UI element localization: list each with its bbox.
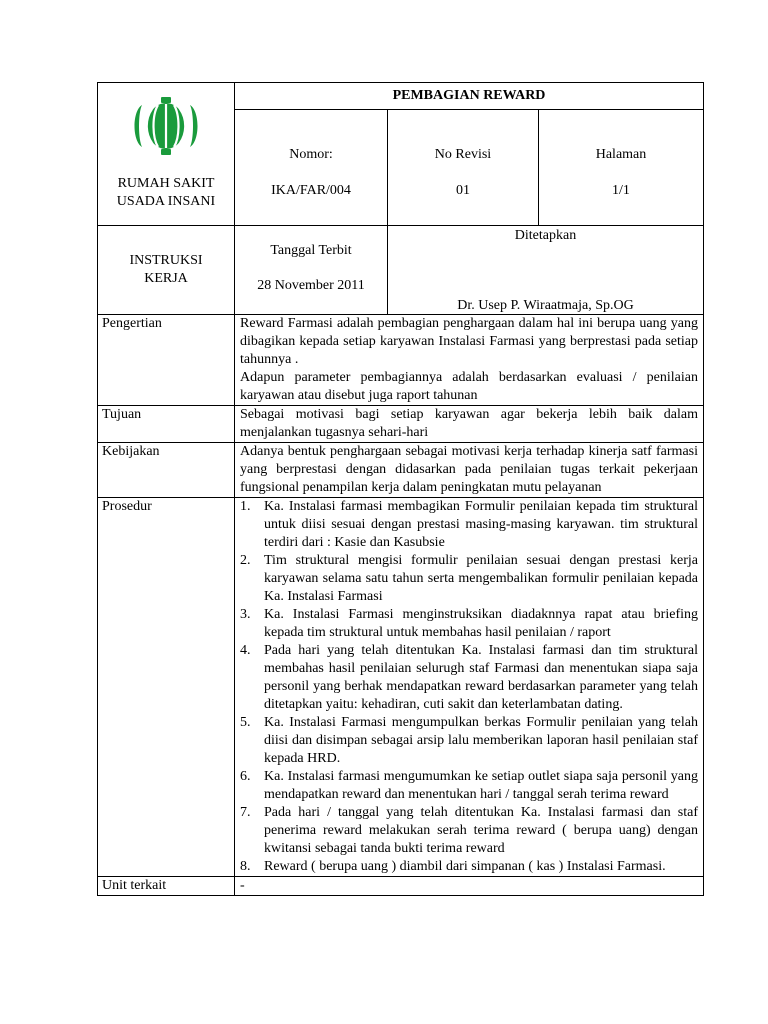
row-unit-terkait [98, 877, 704, 896]
content-table [97, 314, 704, 896]
hospital-logo-icon [130, 95, 202, 157]
row-pengertian [98, 315, 704, 406]
step-number: 6. [240, 769, 251, 784]
step-text: Reward ( berupa uang ) diambil dari simpanan ( kas ) Instalasi Farmasi. [264, 859, 666, 874]
tujuan-text: Sebagai motivasi bagi setiap karyawan agar bekerja lebih baik dalam menjalankan tugasnya sehari-hari [235, 406, 704, 443]
step-text: Pada hari / tanggal yang telah ditentukan Ka. Instalasi farmasi dan staf penerima reward melakukan serah terima reward ( berupa uang) dengan kwitansi sebagai tanda bukti terima reward [264, 805, 698, 856]
step-number: 4. [240, 643, 251, 658]
list-item [240, 552, 698, 606]
prosedur-list [240, 498, 698, 876]
nomor-cell [235, 110, 388, 226]
row-prosedur [98, 498, 704, 877]
hospital-name: RUMAH SAKIT USADA INSANI [116, 176, 216, 209]
list-item [240, 606, 698, 642]
step-text: Ka. Instalasi farmasi mengumumkan ke setiap outlet siapa saja personil yang mendapatkan reward dan menentukan hari / tanggal serah terima reward [264, 769, 698, 802]
row-tujuan [98, 406, 704, 443]
row-kebijakan [98, 443, 704, 498]
ditetapkan-cell [388, 226, 704, 315]
terbit-value: 28 November 2011 [257, 278, 365, 293]
list-item [240, 714, 698, 768]
nomor-label: Nomor: [289, 147, 333, 162]
revisi-value: 01 [456, 183, 470, 198]
document-title: PEMBAGIAN REWARD [235, 83, 704, 110]
step-text: Ka. Instalasi farmasi membagikan Formulir penilaian kepada tim struktural untuk diisi sesuai dengan prestasi masing-masing karyawan. tim struktural terdiri dari : Kasie dan Kasubsie [264, 499, 698, 550]
unit-text: - [235, 877, 704, 896]
halaman-label: Halaman [595, 147, 647, 162]
step-text: Ka. Instalasi Farmasi mengumpulkan berkas Formulir penilaian yang telah diisi dan disimpan sebagai arsip lalu memberikan laporan hasil penilaian staf kepada HRD. [264, 715, 698, 766]
step-number: 8. [240, 859, 251, 874]
step-text: Tim struktural mengisi formulir penilaian sesuai dengan prestasi kerja karyawan selama satu tahun serta mengembalikan formulir penilaian kepada Ka. Instalasi Farmasi [264, 553, 698, 604]
ditetapkan-label: Ditetapkan [514, 228, 577, 243]
header-table [97, 82, 704, 315]
pengertian-label: Pengertian [98, 315, 235, 406]
prosedur-steps [235, 498, 704, 877]
unit-label: Unit terkait [98, 877, 235, 896]
step-text: Ka. Instalasi Farmasi menginstruksikan diadaknnya rapat atau briefing kepada tim struktural untuk membahas hasil penilaian / raport [264, 607, 698, 640]
step-number: 5. [240, 715, 251, 730]
list-item [240, 804, 698, 858]
step-number: 7. [240, 805, 251, 820]
revisi-cell [388, 110, 539, 226]
pengertian-text [235, 315, 704, 406]
list-item [240, 498, 698, 552]
step-text: Pada hari yang telah ditentukan Ka. Instalasi farmasi dan tim struktural membahas hasil penilaian selurugh staf Farmasi dan menentukan siapa saja personil yang berhak mendapatkan reward berdasarkan parameter yang telah ditetapkan yaitu: kehadiran, cuti sakit dan keterlambatan dating. [264, 643, 698, 712]
pengertian-para-1: Reward Farmasi adalah pembagian penghargaan dalam hal ini berupa uang yang dibagikan kepada setiap karyawan Instalasi Farmasi yang berprestasi pada setiap tahunnya . [240, 316, 698, 367]
tujuan-label: Tujuan [98, 406, 235, 443]
prosedur-label: Prosedur [98, 498, 235, 877]
step-number: 2. [240, 553, 251, 568]
kebijakan-text: Adanya bentuk penghargaan sebagai motivasi kerja terhadap kinerja satf farmasi yang berprestasi dengan didasarkan pada penilaian tugas terkait pekerjaan fungsional penampilan kerja dalam peningkatan mutu pelayanan [235, 443, 704, 498]
revisi-label: No Revisi [434, 147, 492, 162]
pengertian-para-2: Adapun parameter pembagiannya adalah berdasarkan evaluasi / penilaian karyawan atau disebut juga raport tahunan [240, 370, 698, 403]
list-item [240, 768, 698, 804]
hospital-cell [98, 83, 235, 226]
list-item [240, 642, 698, 714]
signatory-name: Dr. Usep P. Wiraatmaja, Sp.OG [457, 298, 634, 313]
step-number: 1. [240, 499, 251, 514]
halaman-value: 1/1 [612, 183, 630, 198]
halaman-cell [539, 110, 704, 226]
list-item [240, 858, 698, 876]
kebijakan-label: Kebijakan [98, 443, 235, 498]
terbit-label: Tanggal Terbit [270, 243, 352, 258]
step-number: 3. [240, 607, 251, 622]
doc-type-cell [98, 226, 235, 315]
terbit-cell [235, 226, 388, 315]
nomor-value: IKA/FAR/004 [271, 183, 351, 198]
doc-type: INSTRUKSI KERJA [129, 253, 203, 286]
